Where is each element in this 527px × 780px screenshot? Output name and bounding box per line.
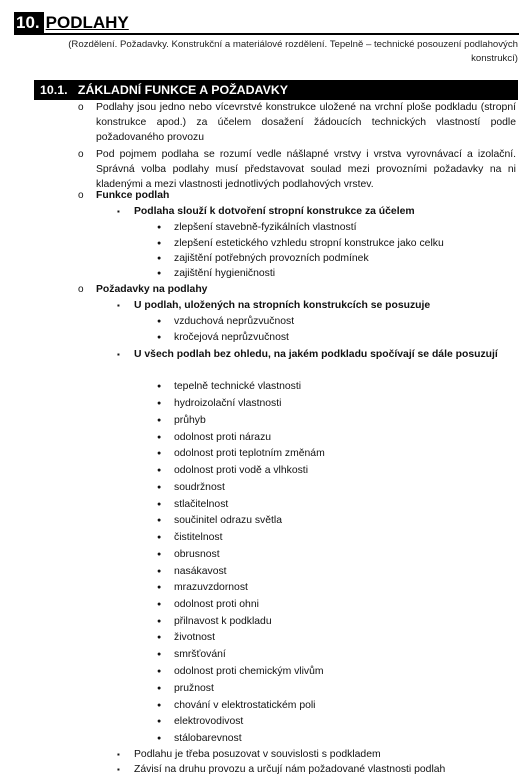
tail-item: Závisí na druhu provozu a určují nám požadované vlastnosti podlah — [134, 764, 446, 775]
list-item: odolnost proti vodě a vlhkosti — [174, 465, 309, 476]
bullet-marker: ● — [157, 240, 162, 247]
bullet-marker: ● — [157, 400, 162, 407]
list-item: zajištění potřebných provozních podmínek — [174, 253, 369, 264]
list-item: součinitel odrazu světla — [174, 515, 283, 526]
section-title: ZÁKLADNÍ FUNKCE A POŽADAVKY — [77, 83, 289, 97]
bullet-marker: ● — [157, 270, 162, 277]
bullet-marker: ● — [157, 718, 162, 725]
bullet-marker: ● — [157, 383, 162, 390]
list-item: hydroizolační vlastnosti — [174, 398, 282, 409]
list-item: chování v elektrostatickém poli — [174, 700, 316, 711]
bullet-marker: ● — [157, 634, 162, 641]
bullet-marker: ● — [157, 668, 162, 675]
list-item: soudržnost — [174, 482, 225, 493]
bullet-marker: ● — [157, 651, 162, 658]
list-item: mrazuvzdornost — [174, 582, 248, 593]
chapter-subnote: (Rozdělení. Požadavky. Konstrukční a materiálové rozdělení. Tepelně – technické posouzení podlahových konstrukcí) — [68, 39, 518, 64]
list-item: životnost — [174, 632, 216, 643]
list-item: přilnavost k podkladu — [174, 616, 272, 627]
chapter-heading — [14, 12, 519, 34]
list-item: průhyb — [174, 415, 206, 426]
list-item: odolnost proti chemickým vlivům — [174, 666, 324, 677]
list-item: vzduchová neprůzvučnost — [174, 316, 295, 327]
bullet-marker: ▪ — [117, 301, 120, 310]
bullet-marker: ● — [157, 484, 162, 491]
bullet-marker: ● — [157, 685, 162, 692]
list-item: čistitelnost — [174, 532, 223, 543]
section-heading — [34, 80, 518, 100]
list-item: odolnost proti teplotním změnám — [174, 448, 325, 459]
bullet-marker: ● — [157, 417, 162, 424]
list-item: tepelně technické vlastnosti — [174, 381, 302, 392]
list-item: stlačitelnost — [174, 499, 229, 510]
bullet-marker: ▪ — [117, 350, 120, 359]
bullet-marker: ● — [157, 618, 162, 625]
bullet-marker: ● — [157, 534, 162, 541]
bullet-marker: ● — [157, 584, 162, 591]
intro-paragraph: Pod pojmem podlaha se rozumí vedle nášlapné vrstvy i vrstva vyrovnávací a izolační. Správná volba podlahy musí představovat soulad mezi provozními požadavky na ni kladenými a mezi vlastnosti jednotlivých podlahových vrstev. — [96, 149, 516, 191]
intro-paragraph: Podlahy jsou jedno nebo vícevrstvé konstrukce uložené na vrchní ploše podkladu (stropní konstrukce apod.) za účelem dosažení žádoucích technických vlastností podle požadovaného provozu — [96, 102, 516, 144]
bullet-marker: ● — [157, 434, 162, 441]
chapter-title: PODLAHY — [45, 13, 129, 32]
tail-item: Podlahu je třeba posuzovat v souvislosti s podkladem — [134, 749, 381, 760]
list-item: stálobarevnost — [174, 733, 242, 744]
chapter-number: 10. — [14, 12, 44, 34]
bullet-marker: o — [78, 190, 84, 201]
list-item: zlepšení stavebně-fyzikálních vlastností — [174, 222, 357, 233]
list-item: nasákavost — [174, 566, 227, 577]
bullet-marker: ● — [157, 318, 162, 325]
bullet-marker: ▪ — [117, 750, 120, 759]
bullet-marker: ● — [157, 551, 162, 558]
bullet-marker: o — [78, 149, 84, 160]
list-item: odolnost proti nárazu — [174, 432, 272, 443]
bullet-marker: o — [78, 284, 84, 295]
bullet-marker: ● — [157, 601, 162, 608]
bullet-marker: ● — [157, 450, 162, 457]
list-item: pružnost — [174, 683, 214, 694]
bullet-marker: ● — [157, 224, 162, 231]
bullet-marker: ● — [157, 501, 162, 508]
list-item: kročejová neprůzvučnost — [174, 332, 289, 343]
funkce-title: Funkce podlah — [96, 190, 170, 201]
bullet-marker: ● — [157, 467, 162, 474]
group1-lead: U podlah, uložených na stropních konstrukcích se posuzuje — [134, 300, 431, 311]
pozadavky-title: Požadavky na podlahy — [96, 284, 208, 295]
bullet-marker: ● — [157, 568, 162, 575]
list-item: odolnost proti ohni — [174, 599, 259, 610]
bullet-marker: ▪ — [117, 765, 120, 774]
bullet-marker: o — [78, 102, 84, 113]
group2-lead: U všech podlah bez ohledu, na jakém podkladu spočívají se dále posuzují — [134, 349, 498, 360]
heading-rule — [14, 33, 519, 35]
section-number: 10.1. — [40, 83, 68, 97]
list-item: obrusnost — [174, 549, 220, 560]
list-item: smršťování — [174, 649, 226, 660]
funkce-lead: Podlaha slouží k dotvoření stropní konstrukce za účelem — [134, 206, 415, 217]
bullet-marker: ● — [157, 255, 162, 262]
bullet-marker: ▪ — [117, 207, 120, 216]
list-item: zajištění hygieničnosti — [174, 268, 276, 279]
bullet-marker: ● — [157, 517, 162, 524]
bullet-marker: ● — [157, 702, 162, 709]
list-item: zlepšení estetického vzhledu stropní konstrukce jako celku — [174, 238, 444, 249]
bullet-marker: ● — [157, 334, 162, 341]
bullet-marker: ● — [157, 735, 162, 742]
list-item: elektrovodivost — [174, 716, 244, 727]
